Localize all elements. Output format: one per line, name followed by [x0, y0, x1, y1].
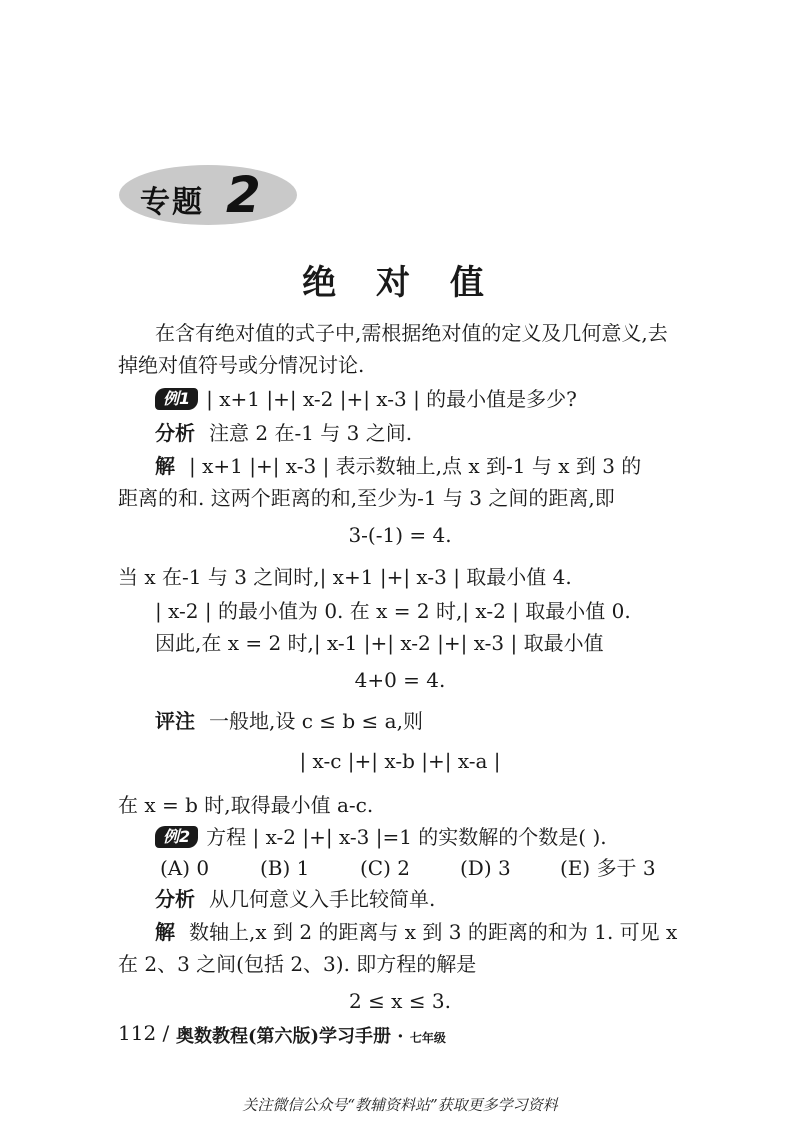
solution-label: 解 — [155, 454, 175, 478]
example2-question-text: 方程 | x-2 |+| x-3 |=1 的实数解的个数是( ). — [206, 825, 607, 849]
book-title — [176, 1022, 446, 1048]
grade-label: 七年级 — [409, 1031, 446, 1045]
example2-solution-2: 在 2、3 之间(包括 2、3). 即方程的解是 — [118, 952, 477, 976]
example2-equation-1: 2 ≤ x ≤ 3. — [348, 989, 452, 1013]
example1-line-4: | x-2 | 的最小值为 0. 在 x = 2 时,| x-2 | 取最小值 0. — [155, 599, 631, 623]
example1-analysis — [155, 418, 412, 448]
example1-question-text: | x+1 |+| x-2 |+| x-3 | 的最小值是多少? — [206, 387, 577, 411]
example1-remark — [155, 706, 423, 736]
book-name: 奥数教程(第六版)学习手册 · — [176, 1026, 404, 1047]
topic-number: 2 — [226, 166, 261, 224]
option-d: (D) 3 — [460, 856, 511, 880]
page-number: 112 / — [118, 1021, 170, 1045]
solution-text-1: | x+1 |+| x-3 | 表示数轴上,点 x 到-1 与 x 到 3 的 — [189, 454, 642, 478]
example1-equation-1: 3-(-1) = 4. — [348, 523, 452, 547]
example1-line-6: 在 x = b 时,取得最小值 a-c. — [118, 793, 374, 817]
example2-analysis — [155, 884, 435, 914]
remark-label: 评注 — [155, 709, 195, 733]
option-e: (E) 多于 3 — [560, 856, 656, 880]
option-a: (A) 0 — [160, 856, 210, 880]
topic-badge — [118, 163, 298, 227]
analysis-text: 注意 2 在-1 与 3 之间. — [209, 421, 413, 445]
solution-text-1: 数轴上,x 到 2 的距离与 x 到 3 的距离的和为 1. 可见 x — [189, 920, 678, 944]
example1-question — [155, 384, 577, 414]
analysis-label: 分析 — [155, 421, 195, 445]
option-c: (C) 2 — [360, 856, 410, 880]
analysis-text: 从几何意义入手比较简单. — [209, 887, 436, 911]
example2-question — [155, 822, 607, 852]
remark-text: 一般地,设 c ≤ b ≤ a,则 — [209, 709, 423, 733]
watermark: 关注微信公众号“教辅资料站”获取更多学习资料 — [242, 1096, 558, 1114]
solution-label: 解 — [155, 920, 175, 944]
example1-line-3: 当 x 在-1 与 3 之间时,| x+1 |+| x-3 | 取最小值 4. — [118, 565, 572, 589]
example1-equation-2: 4+0 = 4. — [354, 668, 446, 692]
example2-options — [160, 853, 656, 883]
page-title: 绝 对 值 — [302, 263, 498, 303]
option-b: (B) 1 — [260, 856, 310, 880]
example2-solution-1 — [155, 917, 677, 947]
example1-equation-3: | x-c |+| x-b |+| x-a | — [299, 749, 501, 773]
intro-line-2: 掉绝对值符号或分情况讨论. — [118, 353, 365, 377]
topic-label: 专题 — [140, 185, 204, 220]
example1-solution-2: 距离的和. 这两个距离的和,至少为-1 与 3 之间的距离,即 — [118, 486, 615, 510]
analysis-label: 分析 — [155, 887, 195, 911]
example2-badge: 例2 — [155, 826, 198, 848]
intro-line-1: 在含有绝对值的式子中,需根据绝对值的定义及几何意义,去 — [155, 321, 668, 345]
example1-solution-1 — [155, 451, 641, 481]
example1-line-5: 因此,在 x = 2 时,| x-1 |+| x-2 |+| x-3 | 取最小值 — [155, 631, 604, 655]
example1-badge: 例1 — [155, 388, 198, 410]
